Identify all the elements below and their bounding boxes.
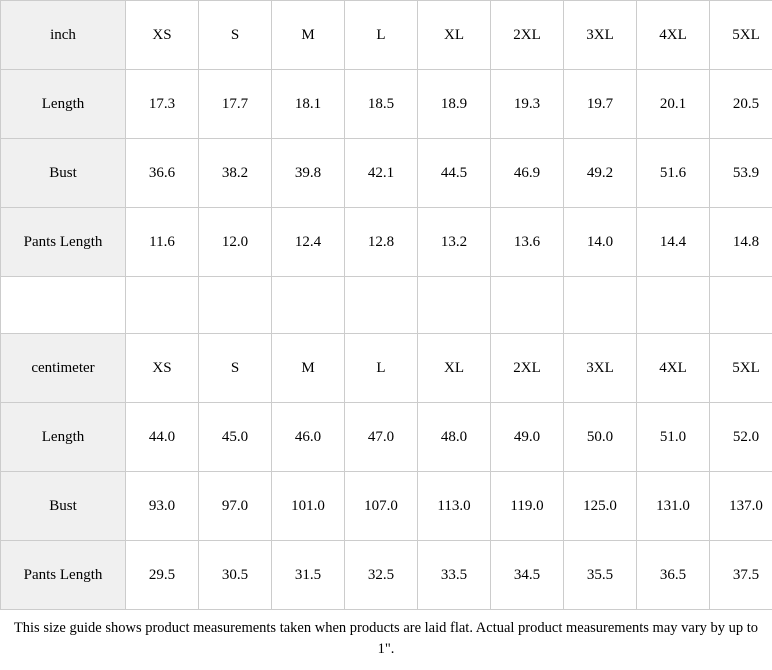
cell-pants-cm-3xl: 35.5 (564, 541, 637, 610)
row-label-length-inch: Length (1, 70, 126, 139)
cell-length-cm-2xl: 49.0 (491, 403, 564, 472)
column-header-cm-m: M (272, 334, 345, 403)
spacer-cell (491, 277, 564, 334)
spacer-cell (199, 277, 272, 334)
spacer-cell (418, 277, 491, 334)
cell-pants-cm-5xl: 37.5 (710, 541, 772, 610)
row-label-pants-length-cm: Pants Length (1, 541, 126, 610)
cell-pants-inch-3xl: 14.0 (564, 208, 637, 277)
cell-length-inch-4xl: 20.1 (637, 70, 710, 139)
spacer-cell (1, 277, 126, 334)
spacer-cell (564, 277, 637, 334)
row-label-bust-cm: Bust (1, 472, 126, 541)
cell-pants-inch-4xl: 14.4 (637, 208, 710, 277)
column-header-cm-2xl: 2XL (491, 334, 564, 403)
cell-bust-inch-xl: 44.5 (418, 139, 491, 208)
column-header-l: L (345, 1, 418, 70)
cell-length-inch-3xl: 19.7 (564, 70, 637, 139)
column-header-4xl: 4XL (637, 1, 710, 70)
table-row (1, 472, 772, 541)
row-label-pants-length-inch: Pants Length (1, 208, 126, 277)
cell-bust-inch-4xl: 51.6 (637, 139, 710, 208)
cell-length-inch-xl: 18.9 (418, 70, 491, 139)
unit-label-inch: inch (1, 1, 126, 70)
cell-length-inch-m: 18.1 (272, 70, 345, 139)
cell-length-cm-l: 47.0 (345, 403, 418, 472)
column-header-s: S (199, 1, 272, 70)
cell-length-cm-4xl: 51.0 (637, 403, 710, 472)
cell-length-cm-xl: 48.0 (418, 403, 491, 472)
cell-bust-inch-2xl: 46.9 (491, 139, 564, 208)
cell-bust-inch-3xl: 49.2 (564, 139, 637, 208)
cell-pants-inch-xl: 13.2 (418, 208, 491, 277)
cell-length-inch-xs: 17.3 (126, 70, 199, 139)
cell-length-cm-3xl: 50.0 (564, 403, 637, 472)
column-header-cm-4xl: 4XL (637, 334, 710, 403)
unit-label-centimeter: centimeter (1, 334, 126, 403)
size-guide-note: This size guide shows product measurements taken when products are laid flat. Actual product measurements may vary by up to 1". (13, 620, 759, 658)
cell-bust-cm-m: 101.0 (272, 472, 345, 541)
cell-bust-cm-3xl: 125.0 (564, 472, 637, 541)
column-header-cm-xs: XS (126, 334, 199, 403)
cell-bust-cm-l: 107.0 (345, 472, 418, 541)
cell-length-cm-m: 46.0 (272, 403, 345, 472)
table-header-row-inch (1, 1, 772, 70)
cell-pants-cm-m: 31.5 (272, 541, 345, 610)
cell-bust-inch-m: 39.8 (272, 139, 345, 208)
row-label-bust-inch: Bust (1, 139, 126, 208)
cell-pants-inch-5xl: 14.8 (710, 208, 772, 277)
cell-length-inch-5xl: 20.5 (710, 70, 772, 139)
column-header-cm-5xl: 5XL (710, 334, 772, 403)
table-row (1, 70, 772, 139)
column-header-5xl: 5XL (710, 1, 772, 70)
column-header-cm-s: S (199, 334, 272, 403)
cell-bust-inch-xs: 36.6 (126, 139, 199, 208)
column-header-xl: XL (418, 1, 491, 70)
cell-pants-cm-xs: 29.5 (126, 541, 199, 610)
table-row (1, 541, 772, 610)
cell-bust-cm-xs: 93.0 (126, 472, 199, 541)
cell-pants-cm-l: 32.5 (345, 541, 418, 610)
spacer-cell (126, 277, 199, 334)
cell-pants-inch-s: 12.0 (199, 208, 272, 277)
cell-bust-cm-s: 97.0 (199, 472, 272, 541)
cell-bust-inch-s: 38.2 (199, 139, 272, 208)
cell-pants-cm-2xl: 34.5 (491, 541, 564, 610)
cell-bust-cm-4xl: 131.0 (637, 472, 710, 541)
cell-length-inch-l: 18.5 (345, 70, 418, 139)
cell-pants-inch-2xl: 13.6 (491, 208, 564, 277)
cell-bust-inch-l: 42.1 (345, 139, 418, 208)
column-header-cm-3xl: 3XL (564, 334, 637, 403)
spacer-cell (710, 277, 772, 334)
spacer-cell (637, 277, 710, 334)
table-row (1, 208, 772, 277)
cell-pants-cm-s: 30.5 (199, 541, 272, 610)
cell-pants-cm-xl: 33.5 (418, 541, 491, 610)
column-header-xs: XS (126, 1, 199, 70)
table-header-row-centimeter (1, 334, 772, 403)
cell-bust-inch-5xl: 53.9 (710, 139, 772, 208)
column-header-2xl: 2XL (491, 1, 564, 70)
column-header-m: M (272, 1, 345, 70)
cell-pants-cm-4xl: 36.5 (637, 541, 710, 610)
cell-pants-inch-m: 12.4 (272, 208, 345, 277)
cell-pants-inch-xs: 11.6 (126, 208, 199, 277)
spacer-cell (345, 277, 418, 334)
spacer-cell (272, 277, 345, 334)
cell-pants-inch-l: 12.8 (345, 208, 418, 277)
cell-bust-cm-xl: 113.0 (418, 472, 491, 541)
cell-length-cm-5xl: 52.0 (710, 403, 772, 472)
cell-length-cm-xs: 44.0 (126, 403, 199, 472)
cell-length-cm-s: 45.0 (199, 403, 272, 472)
column-header-cm-xl: XL (418, 334, 491, 403)
cell-bust-cm-5xl: 137.0 (710, 472, 772, 541)
table-spacer-row (1, 277, 772, 334)
column-header-cm-l: L (345, 334, 418, 403)
table-row (1, 403, 772, 472)
table-row (1, 139, 772, 208)
cell-length-inch-2xl: 19.3 (491, 70, 564, 139)
row-label-length-cm: Length (1, 403, 126, 472)
cell-length-inch-s: 17.7 (199, 70, 272, 139)
cell-bust-cm-2xl: 119.0 (491, 472, 564, 541)
column-header-3xl: 3XL (564, 1, 637, 70)
